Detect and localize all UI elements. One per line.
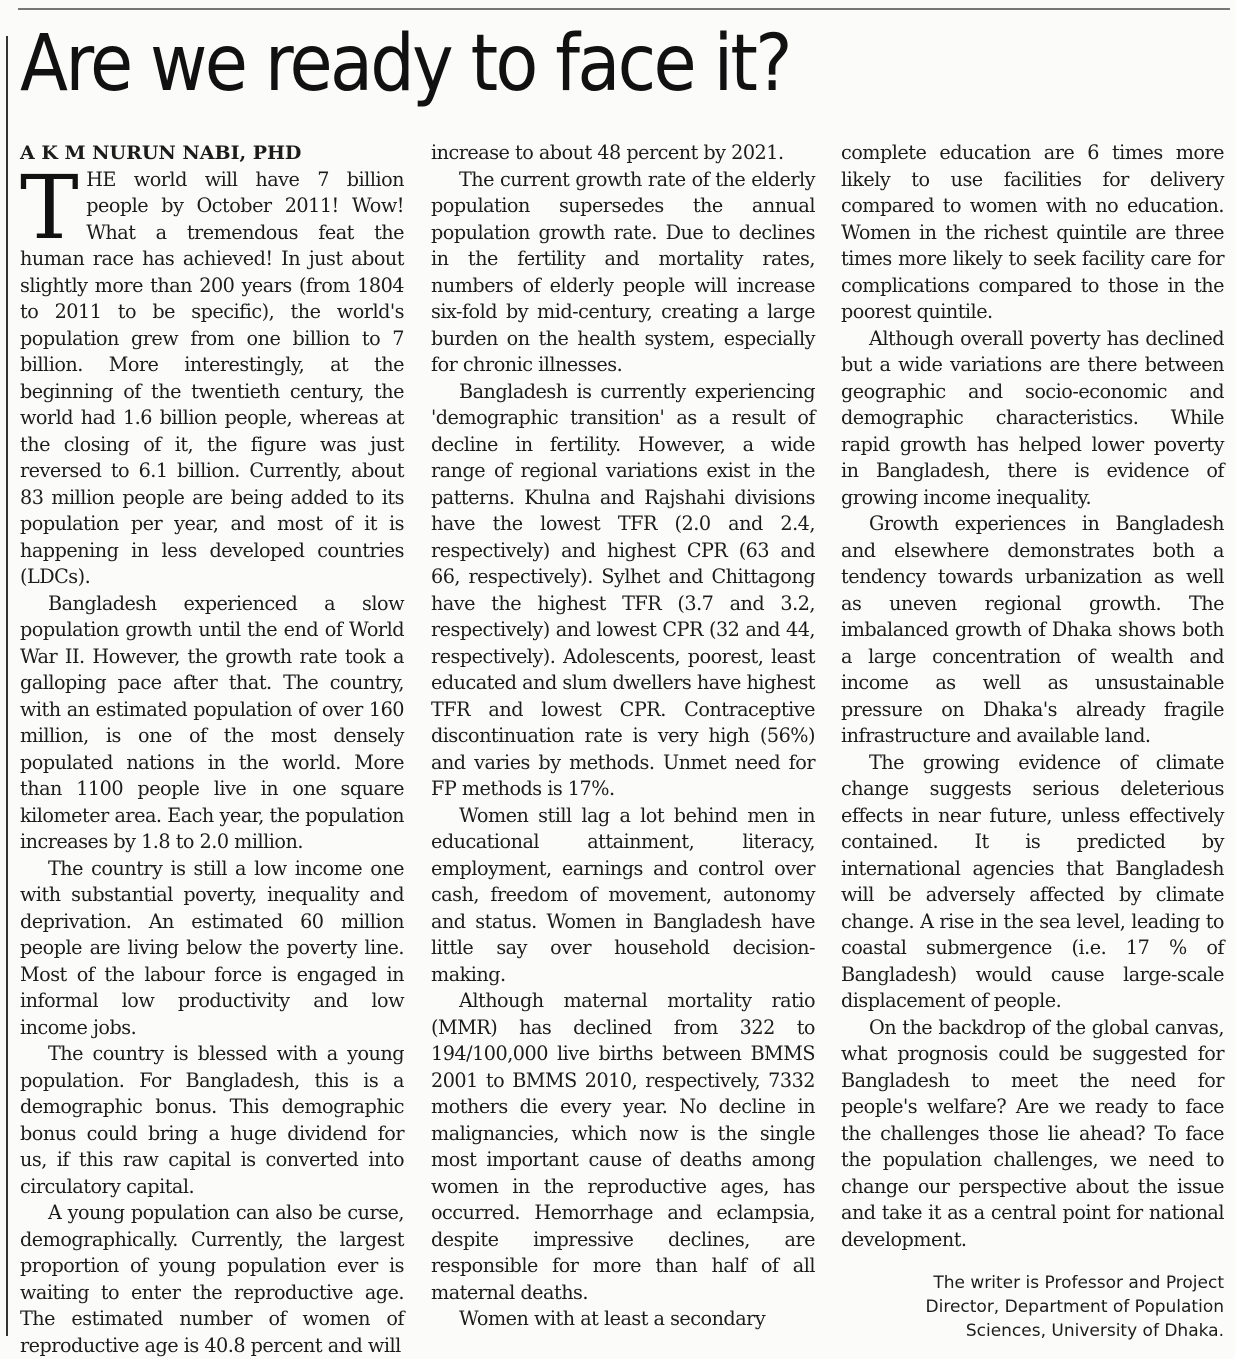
headline: Are we ready to face it? <box>20 19 790 109</box>
column-3 <box>841 140 1224 1343</box>
paragraph-text: HE world will have 7 billion people by October 2011! Wow! What a tremendous feat the human race has achieved! In just about slightly more than 200 years (from 1804 to 2011 to be specific), the world's population grew from one billion to 7 billion. More interestingly, at the beginning of the twentieth century, the world had 1.6 billion people, whereas at the closing of it, the figure was just reversed to 6.1 billion. Currently, about 83 million people are being added to its population per year, and most of it is happening in less developed countries (LDCs). <box>20 167 404 588</box>
paragraph: Although maternal mortality ratio (MMR) has declined from 322 to 194/100,000 live births between BMMS 2001 to BMMS 2010, respectively, 7332 mothers die every year. No decline in malignancies, which now is the single most important cause of deaths among women in the reproductive ages, has occurred. Hemorrhage and eclampsia, despite impressive declines, are responsible for more than half of all maternal deaths. <box>431 989 815 1304</box>
paragraph: On the backdrop of the global canvas, what prognosis could be suggested for Bangladesh to meet the need for people's welfare? Are we ready to face the challenges those lie ahead? To face the population challenges, we need to change our perspective about the issue and take it as a central point for national development. <box>841 1015 1224 1251</box>
writer-note-line: Director, Department of Population <box>925 1297 1224 1317</box>
paragraph: Bangladesh experienced a slow population growth until the end of World War II. However, the growth rate took a galloping pace after that. The country, with an estimated population of over 160 million, is one of the most densely populated nations in the world. More than 1100 people live in one square kilometer area. Each year, the population increases by 1.8 to 2.0 million. <box>20 591 404 853</box>
paragraph: Women still lag a lot behind men in educational attainment, literacy, employment, earnings and control over cash, freedom of movement, autonomy and status. Women in Bangladesh have little say over household decision-making. <box>431 803 815 986</box>
top-rule <box>18 8 1230 10</box>
paragraph: Although overall poverty has declined but a wide variations are there between geographic and socio-economic and demographic characteristics. While rapid growth has helped lower poverty in Bangladesh, there is evidence of growing income inequality. <box>841 326 1224 509</box>
writer-note <box>841 1271 1224 1343</box>
paragraph: The growing evidence of climate change suggests serious deleterious effects in near future, unless effectively contained. It is predicted by international agencies that Bangladesh will be adversely affected by climate change. A rise in the sea level, leading to coastal submergence (i.e. 17 % of Bangladesh) would cause large-scale displacement of people. <box>841 750 1224 1012</box>
paragraph: The current growth rate of the elderly population supersedes the annual population growth rate. Due to declines in the fertility and mortality rates, numbers of elderly people will increase six-fold by mid-century, creating a large burden on the health system, especially for chronic illnesses. <box>431 167 815 376</box>
drop-cap: T <box>20 155 79 259</box>
paragraph: The country is blessed with a young population. For Bangladesh, this is a demographic bonus. This demographic bonus could bring a huge dividend for us, if this raw capital is converted into circulatory capital. <box>20 1042 404 1198</box>
writer-note-line: The writer is Professor and Project <box>933 1273 1224 1293</box>
paragraph: Growth experiences in Bangladesh and elsewhere demonstrates both a tendency towards urbanization as well as uneven regional growth. The imbalanced growth of Dhaka shows both a large concentration of wealth and income as well as unsustainable pressure on Dhaka's already fragile infrastructure and available land. <box>841 512 1224 747</box>
paragraph: complete education are 6 times more likely to use facilities for delivery compared to women with no education. Women in the richest quintile are three times more likely to seek facility care for complications compared to those in the poorest quintile. <box>841 141 1224 323</box>
paragraph: increase to about 48 percent by 2021. <box>431 141 784 164</box>
column-1 <box>20 140 404 1359</box>
paragraph: The country is still a low income one with substantial poverty, inequality and deprivation. An estimated 60 million people are living below the poverty line. Most of the labour force is engaged in informal low productivity and low income jobs. <box>20 856 404 1039</box>
byline: A K M NURUN NABI, PHD <box>20 142 302 164</box>
paragraph <box>20 155 404 591</box>
left-column-rule <box>6 36 8 1336</box>
column-2 <box>431 140 815 1333</box>
writer-note-line: Sciences, University of Dhaka. <box>965 1321 1224 1341</box>
paragraph: A young population can also be curse, demographically. Currently, the largest proportion of young population ever is waiting to enter the reproductive age. The estimated number of women of reproductive age is 40.8 percent and will <box>20 1201 404 1357</box>
paragraph: Bangladesh is currently experiencing 'demographic transition' as a result of decline in fertility. However, a wide range of regional variations exist in the patterns. Khulna and Rajshahi divisions have the lowest TFR (2.0 and 2.4, respectively) and highest CPR (63 and 66, respectively). Sylhet and Chittagong have the highest TFR (3.7 and 3.2, respectively) and lowest CPR (32 and 44, respectively). Adolescents, poorest, least educated and slum dwellers have highest TFR and lowest CPR. Contraceptive discontinuation rate is very high (56%) and varies by methods. Unmet need for FP methods is 17%. <box>431 379 815 800</box>
paragraph: Women with at least a secondary <box>459 1307 766 1330</box>
